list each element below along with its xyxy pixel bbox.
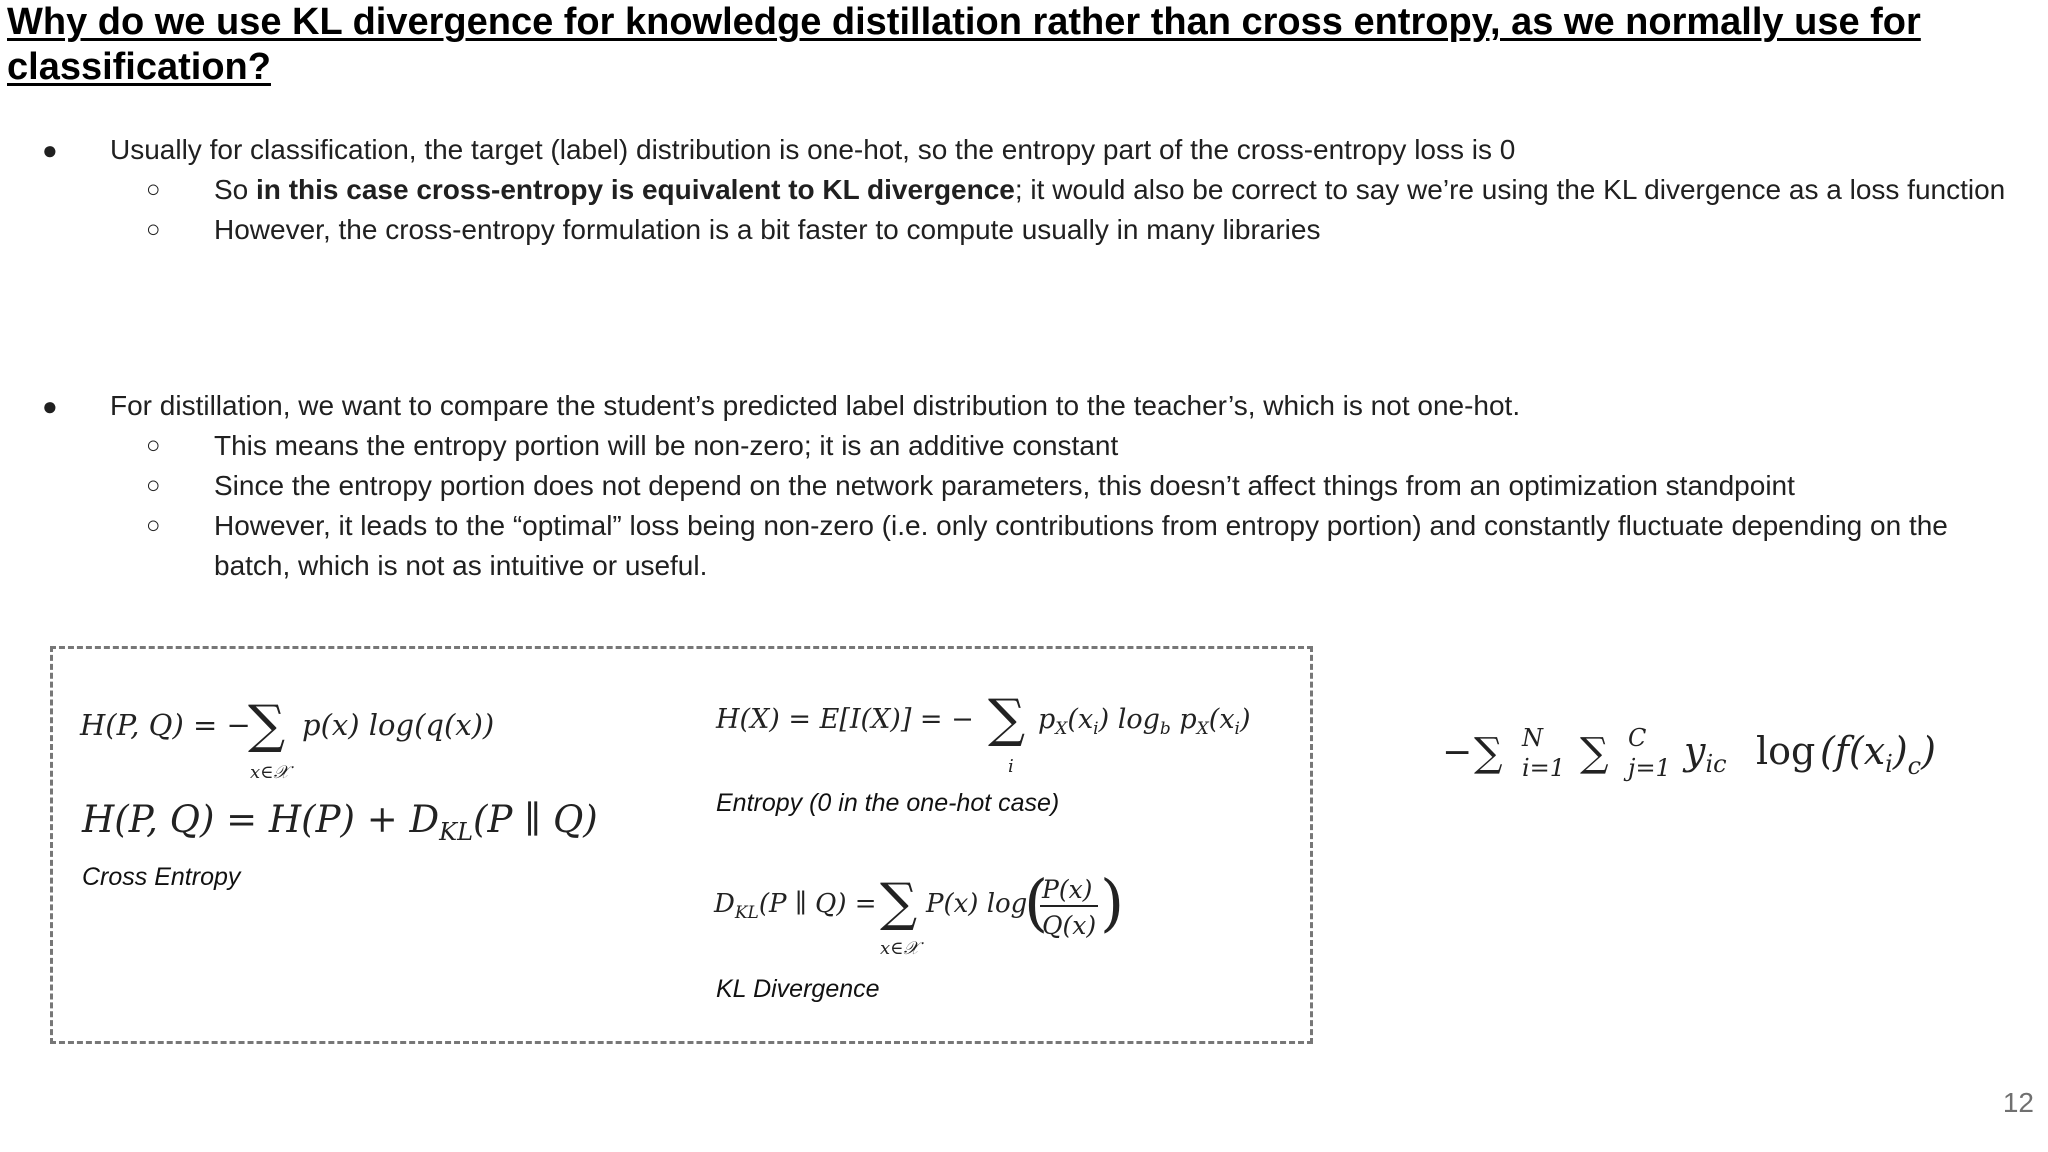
kl-left-paren: ( — [1024, 866, 1049, 939]
cce-minus: − — [1442, 732, 1473, 773]
kl-denominator: Q(x) — [1042, 911, 1097, 940]
decomposition-main — [81, 798, 598, 846]
cce-x-sub: i — [1885, 750, 1893, 778]
cce-outer-close: ) — [1921, 729, 1936, 773]
entropy-lhs: H(X) = E[I(X)] = − — [716, 704, 974, 735]
sigma-symbol: ∑ — [880, 873, 918, 933]
kl-lhs-tail: (P ∥ Q) = — [758, 889, 877, 919]
decomposition-text: H(P, Q) = H(P) + D — [82, 798, 440, 841]
bullet-item — [0, 130, 2030, 170]
sub-bullet-text: However, it leads to the “optimal” loss being non-zero (i.e. only contributions from entropy portion) and constantly fluctuate depending on the batch, which is not as intuitive or useful. — [214, 510, 1948, 581]
kl-right-paren: ) — [1100, 866, 1125, 939]
entropy-x2: (x — [1208, 704, 1235, 735]
kl-lhs — [713, 889, 877, 923]
entropy-p-sub: X — [1055, 719, 1068, 739]
kl-divergence-formula — [710, 862, 1170, 962]
entropy-close: ) — [1239, 704, 1251, 735]
sub-bullet-text: This means the entropy portion will be non-zero; it is an additive constant — [214, 430, 1119, 461]
entropy-p2-sub: X — [1196, 719, 1209, 739]
entropy-log-base: b — [1159, 719, 1171, 739]
cce-inner-close: ) — [1892, 729, 1908, 773]
entropy-x-sub: i — [1093, 719, 1099, 739]
sub-bullet-item — [0, 210, 2030, 250]
sub-bullet-circle-icon: ○ — [146, 432, 161, 459]
sub-bullet-circle-icon: ○ — [146, 512, 161, 539]
sigma-symbol: ∑ — [248, 695, 286, 755]
cross-entropy-lhs: H(P, Q) = − — [80, 708, 251, 742]
sub-bullet-item — [0, 170, 2030, 210]
sigma-symbol: ∑ — [988, 689, 1026, 749]
sum-subscript: x∈𝒳 — [250, 762, 289, 783]
entropy-x: (x — [1067, 704, 1094, 735]
sub-bullet-circle-icon: ○ — [146, 176, 161, 203]
bullet-text: Usually for classification, the target (label) distribution is one-hot, so the entropy part of the cross-entropy loss is 0 — [110, 134, 1516, 165]
cce-term — [1682, 729, 1727, 778]
entropy-p2: p — [1170, 704, 1197, 735]
sub-bullet-prefix: So — [214, 174, 257, 205]
decomposition-subscript: KL — [439, 818, 474, 846]
cce-y-sub: ic — [1705, 750, 1727, 778]
entropy-body — [1038, 704, 1251, 739]
cce-fx: (f(x — [1820, 729, 1886, 773]
entropy-log: ) log — [1098, 704, 1160, 735]
sigma-symbol: ∑ — [1474, 730, 1503, 776]
bullet-item — [0, 386, 2030, 426]
kl-d-sub: KL — [734, 903, 759, 923]
sub-bullet-text: However, the cross-entropy formulation is a bit faster to compute usually in many libraries — [214, 214, 1321, 245]
kl-body: P(x) log — [926, 889, 1028, 919]
sigma-symbol: ∑ — [1580, 730, 1609, 776]
sub-bullet-text: ; it would also be correct to say we’re using the KL divergence as a loss function — [1014, 174, 2006, 205]
sub-bullet-item — [0, 466, 2030, 506]
cross-entropy-body: p(x) log(q(x)) — [302, 708, 495, 742]
entropy-x2-sub: i — [1234, 719, 1240, 739]
bullet-list-distillation — [0, 386, 2030, 586]
bullet-dot-icon: ● — [42, 391, 58, 421]
sub-bullet-text: Since the entropy portion does not depend on the network parameters, this doesn’t affect things from an optimization standpoint — [214, 470, 1795, 501]
kl-numerator: P(x) — [1042, 875, 1093, 904]
bullet-text: For distillation, we want to compare the student’s predicted label distribution to the teacher’s, which is not one-hot. — [110, 390, 1521, 421]
cce-arg — [1820, 729, 1936, 780]
cce-c-sub: c — [1907, 752, 1922, 780]
kl-d: D — [714, 889, 735, 919]
slide-title: Why do we use KL divergence for knowledge distillation rather than cross entropy, as we normally use for classification? — [7, 1, 1921, 88]
sub-bullet-bold-text: in this case cross-entropy is equivalent to KL divergence — [256, 174, 1015, 205]
sum-superscript: N — [1522, 724, 1543, 752]
entropy-p: p — [1038, 704, 1056, 735]
sum-subscript: j=1 — [1628, 754, 1671, 782]
bullet-list-classification — [0, 130, 2030, 250]
entropy-caption: Entropy (0 in the one-hot case) — [716, 789, 1060, 817]
page-number: 12 — [2002, 1087, 2034, 1118]
decomposition-tail: (P ∥ Q) — [473, 798, 598, 841]
sum-superscript: C — [1628, 724, 1647, 752]
sum-subscript: i=1 — [1522, 754, 1566, 782]
kl-divergence-caption: KL Divergence — [716, 975, 880, 1003]
sub-bullet-circle-icon: ○ — [146, 216, 161, 243]
sum-subscript: x∈𝒳 — [880, 938, 919, 959]
sum-subscript: i — [1008, 756, 1014, 777]
sub-bullet-circle-icon: ○ — [146, 472, 161, 499]
cross-entropy-decomposition — [80, 790, 600, 850]
cce-log: log — [1756, 729, 1816, 773]
entropy-formula — [712, 686, 1292, 786]
cce-y: y — [1684, 729, 1706, 773]
sub-bullet-item — [0, 426, 2030, 466]
cross-entropy-caption: Cross Entropy — [82, 863, 241, 891]
categorical-cross-entropy-formula — [1440, 714, 1960, 804]
sub-bullet-item — [0, 506, 2030, 586]
bullet-dot-icon: ● — [42, 135, 58, 165]
cross-entropy-formula — [76, 690, 546, 790]
